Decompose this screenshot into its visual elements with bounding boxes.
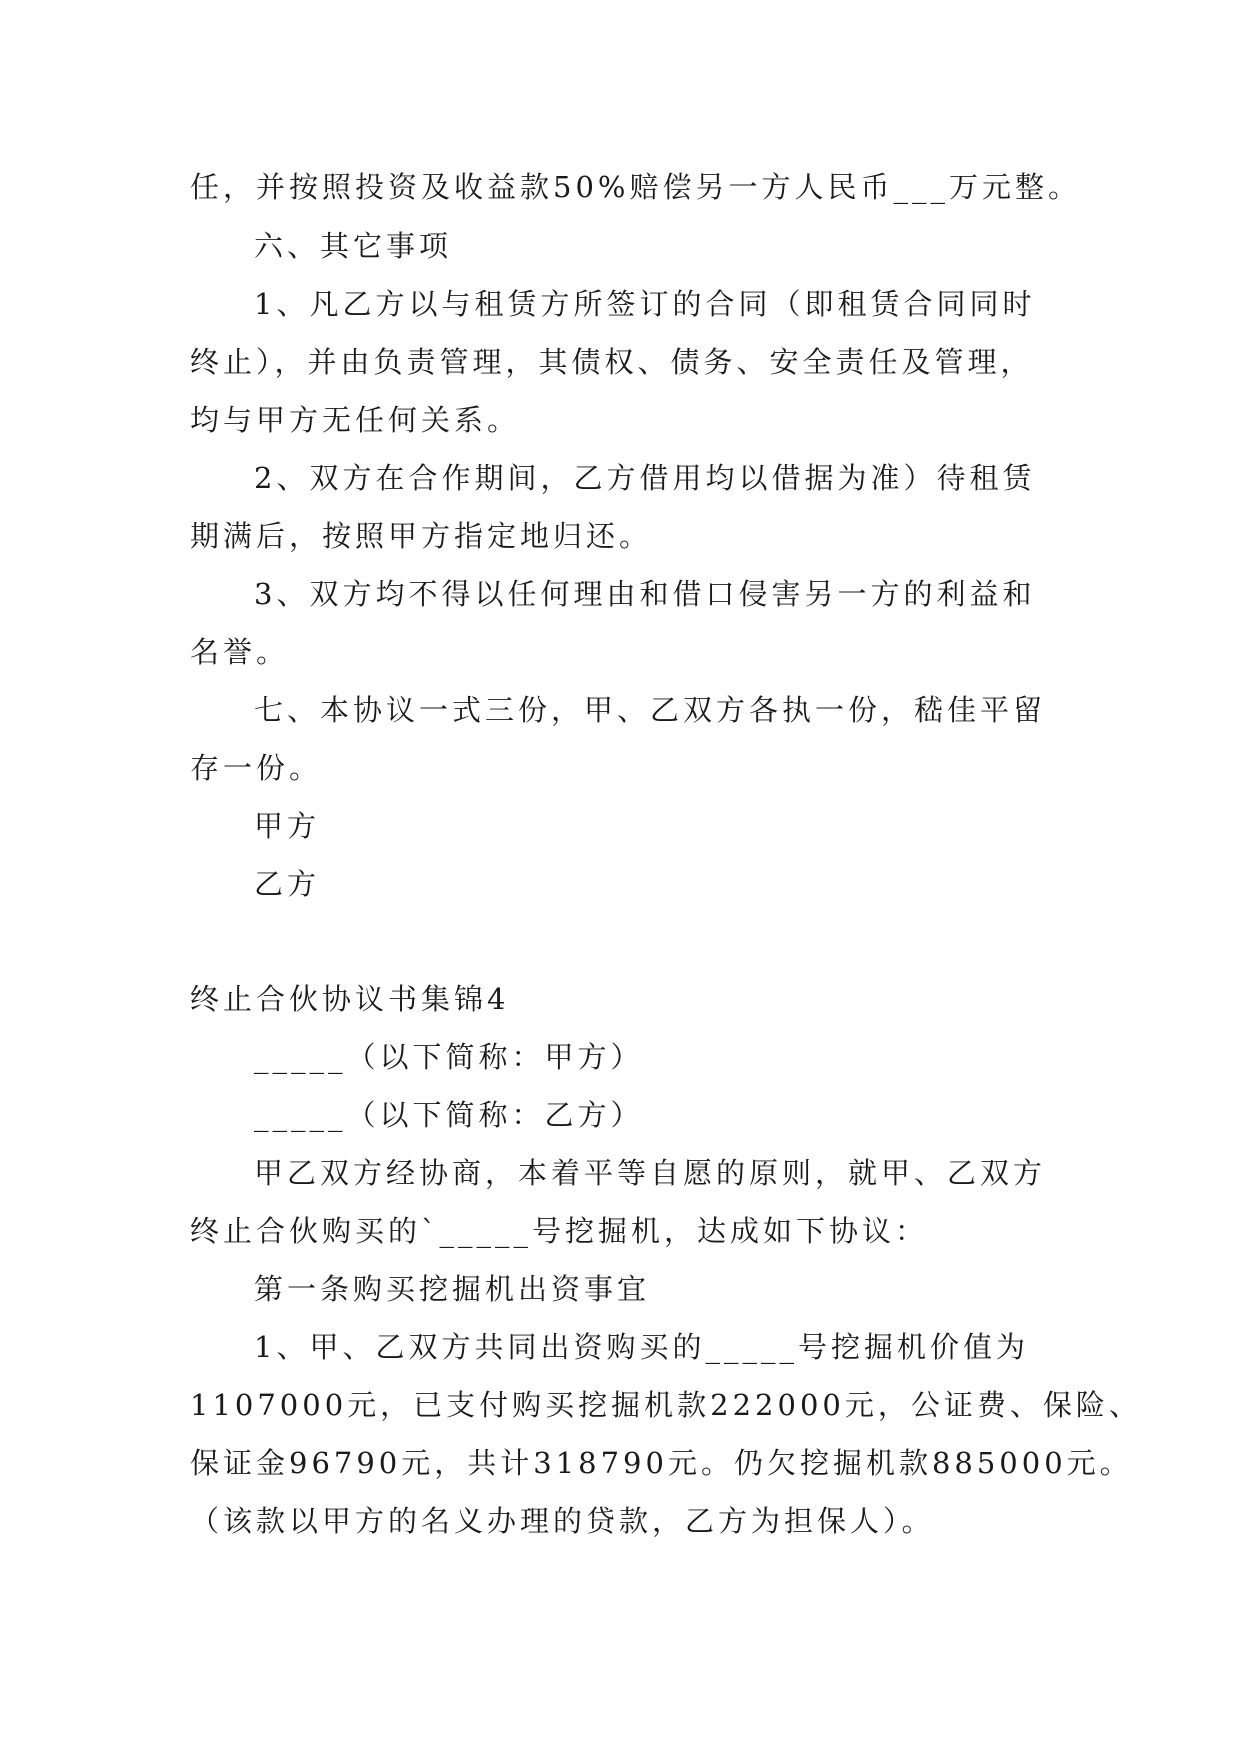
party-a-line: _____（以下简称：甲方） bbox=[254, 1040, 644, 1074]
text-line: 1、甲、乙双方共同出资购买的_____号挖掘机价值为 bbox=[254, 1330, 1029, 1364]
text-line: （该款以甲方的名义办理的贷款，乙方为担保人）。 bbox=[190, 1504, 935, 1538]
text-line: 任，并按照投资及收益款50%赔偿另一方人民币___万元整。 bbox=[190, 170, 1081, 204]
section-heading: 六、其它事项 bbox=[254, 229, 453, 263]
text-line: 终止合伙购买的`_____号挖掘机，达成如下协议： bbox=[190, 1214, 929, 1248]
text-line: 终止），并由负责管理，其债权、债务、安全责任及管理， bbox=[190, 345, 1034, 379]
party-b-line: _____（以下简称：乙方） bbox=[254, 1098, 644, 1132]
text-line: 期满后，按照甲方指定地归还。 bbox=[190, 519, 653, 553]
text-line: 1107000元，已支付购买挖掘机款222000元，公证费、保险、 bbox=[190, 1388, 1142, 1422]
text-line: 保证金96790元，共计318790元。仍欠挖掘机款885000元。 bbox=[190, 1446, 1133, 1480]
party-b-signature-label: 乙方 bbox=[254, 867, 321, 901]
text-line: 名誉。 bbox=[190, 635, 290, 669]
text-line: 甲乙双方经协商，本着平等自愿的原则，就甲、乙双方 bbox=[254, 1156, 1047, 1190]
text-line: 存一份。 bbox=[190, 751, 323, 785]
text-line: 3、双方均不得以任何理由和借口侵害另一方的利益和 bbox=[254, 577, 1036, 611]
text-line: 1、凡乙方以与租赁方所签订的合同（即租赁合同同时 bbox=[254, 287, 1036, 321]
text-line: 2、双方在合作期间，乙方借用均以借据为准）待租赁 bbox=[254, 461, 1036, 495]
party-a-signature-label: 甲方 bbox=[254, 809, 321, 843]
text-line: 七、本协议一式三份，甲、乙双方各执一份，嵇佳平留 bbox=[254, 693, 1047, 727]
text-line: 均与甲方无任何关系。 bbox=[190, 403, 521, 437]
document-title: 终止合伙协议书集锦4 bbox=[190, 982, 510, 1016]
article-heading: 第一条购买挖掘机出资事宜 bbox=[254, 1272, 651, 1306]
